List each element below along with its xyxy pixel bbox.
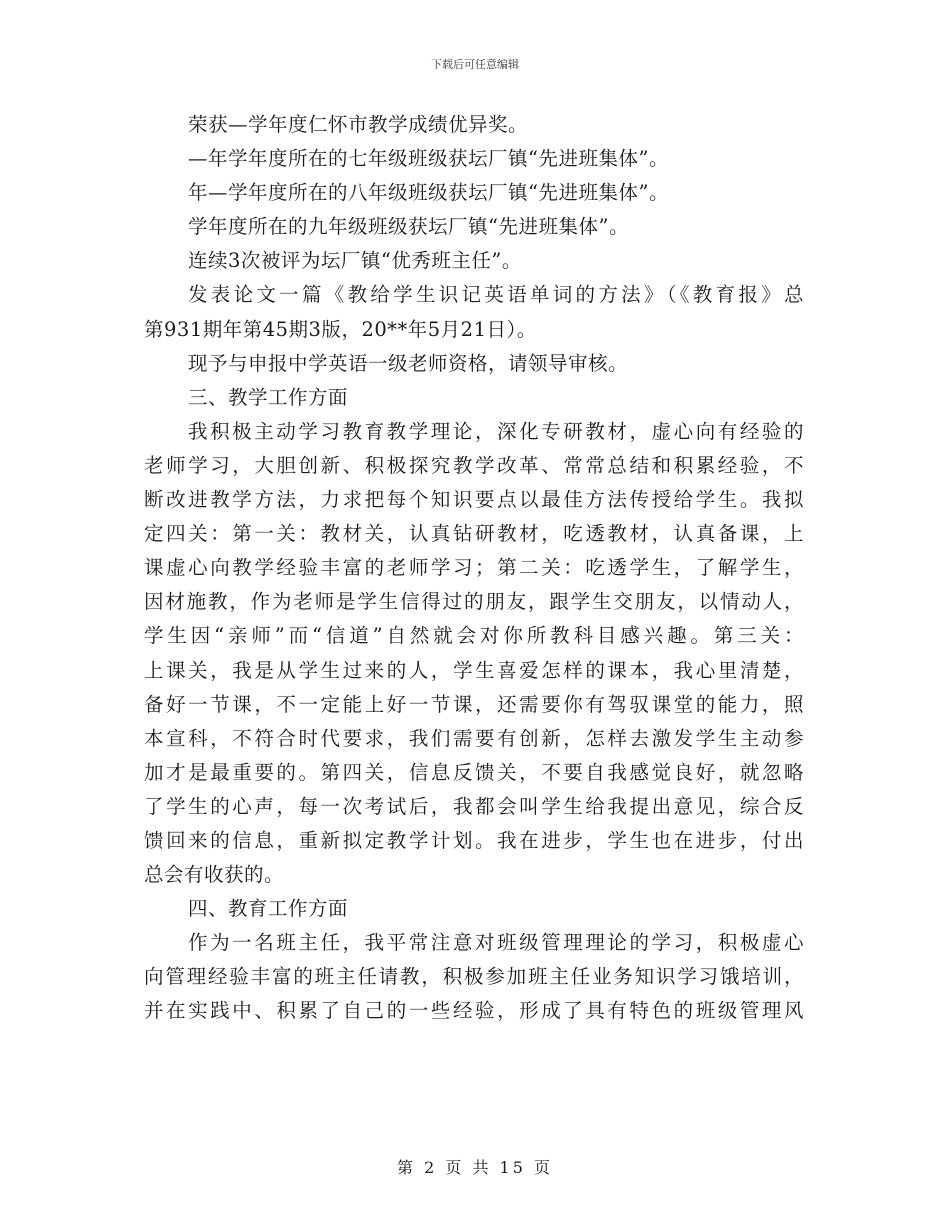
text-line: —年学年度所在的七年级班级获坛厂镇“先进班集体”。 xyxy=(188,147,669,171)
text-line: 学生因“亲师”而“信道”自然就会对你所教科目感兴趣。第三关： xyxy=(144,624,804,648)
text-line: 我积极主动学习教育教学理论，深化专研教材，虚心向有经验的 xyxy=(188,419,804,443)
text-line: 备好一节课，不一定能上好一节课，还需要你有驾驭课堂的能力，照 xyxy=(144,692,804,716)
text-line: 定四关：第一关：教材关，认真钻研教材，吃透教材，认真备课，上 xyxy=(144,522,804,546)
text-line: 连续3次被评为坛厂镇“优秀班主任”。 xyxy=(188,249,522,273)
text-line: 断改进教学方法，力求把每个知识要点以最佳方法传授给学生。我拟 xyxy=(144,488,804,512)
text-line: 加才是最重要的。第四关，信息反馈关，不要自我感觉良好，就忽略 xyxy=(144,760,804,784)
text-line: 发表论文一篇《教给学生识记英语单词的方法》（《教育报》总 xyxy=(188,283,804,307)
text-line: 第931期年第45期3版，20**年5月21日）。 xyxy=(144,317,537,341)
text-line: 因材施教，作为老师是学生信得过的朋友，跟学生交朋友，以情动人， xyxy=(144,590,804,614)
text-line: 上课关，我是从学生过来的人，学生喜爱怎样的课本，我心里清楚， xyxy=(144,658,804,682)
text-line: 现予与申报中学英语一级老师资格，请领导审核。 xyxy=(188,351,629,375)
text-line: 本宣科，不符合时代要求，我们需要有创新，怎样去激发学生主动参 xyxy=(144,726,804,750)
text-line: 课虚心向教学经验丰富的老师学习；第二关：吃透学生，了解学生， xyxy=(144,556,804,580)
text-line: 总会有收获的。 xyxy=(144,863,285,887)
text-line: 三、教学工作方面 xyxy=(188,385,349,409)
page-number: 第 2 页 共 15 页 xyxy=(397,1158,553,1177)
text-line: 四、教育工作方面 xyxy=(188,897,349,921)
text-line: 并在实践中、积累了自己的一些经验，形成了具有特色的班级管理风 xyxy=(144,999,804,1023)
text-line: 向管理经验丰富的班主任请教，积极参加班主任业务知识学习饿培训， xyxy=(144,965,804,989)
text-line: 了学生的心声，每一次考试后，我都会叫学生给我提出意见，综合反 xyxy=(144,794,804,818)
text-line: 年—学年度所在的八年级班级获坛厂镇“先进班集体”。 xyxy=(188,181,669,205)
text-line: 作为一名班主任，我平常注意对班级管理理论的学习，积极虚心 xyxy=(188,931,804,955)
page-header-note: 下载后可任意编辑 xyxy=(431,58,519,71)
text-line: 荣获—学年度仁怀市教学成绩优异奖。 xyxy=(188,113,529,136)
document-body xyxy=(144,108,804,1029)
text-line: 馈回来的信息，重新拟定教学计划。我在进步，学生也在进步，付出 xyxy=(144,828,804,852)
text-line: 学年度所在的九年级班级获坛厂镇“先进班集体”。 xyxy=(188,215,629,239)
text-line: 老师学习，大胆创新、积极探究教学改革、常常总结和积累经验，不 xyxy=(144,453,804,477)
